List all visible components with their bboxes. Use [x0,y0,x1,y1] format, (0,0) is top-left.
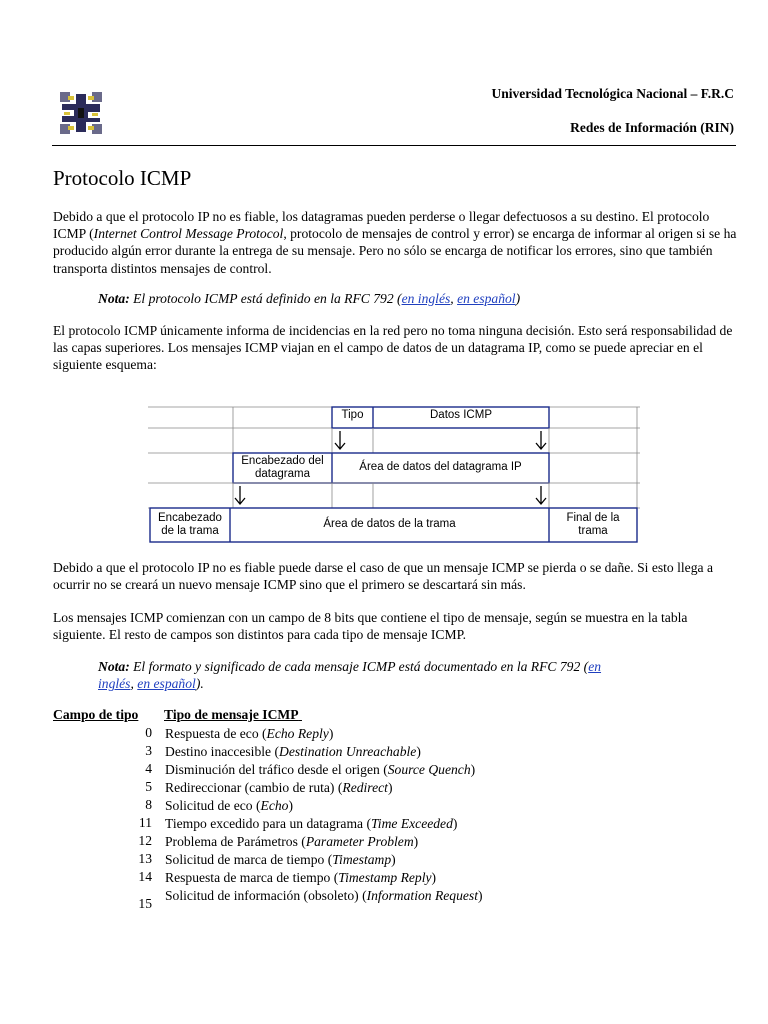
table-cell-type-number: 15 [138,896,152,911]
paragraph-mensajes: Los mensajes ICMP comienzan con un campo de 8 bits que contiene el tipo de mensaje, según se muestra en la tabla siguiente. El resto de campos son distintos para cada tipo de mensaje ICMP. [53,610,688,643]
table-cell-message-type: Problema de Parámetros (Parameter Problem) [165,834,419,849]
table-cell-type-number: 5 [145,779,152,794]
table-cell-type-number: 11 [138,815,152,830]
table-cell-message-type: Respuesta de marca de tiempo (Timestamp Reply) [165,870,437,885]
table-cell-message-type: Destino inaccesible (Destination Unreachable) [165,744,421,759]
diagram-area-trama: Área de datos de la trama [323,518,456,530]
diagram-area-datagrama: Área de datos del datagrama IP [359,461,522,473]
diagram-final-trama: Final de la trama [566,512,620,537]
link-english-continued[interactable]: inglés [98,676,131,692]
table-cell-message-type: Redireccionar (cambio de ruta) (Redirect) [165,780,393,795]
paragraph-incidencias: El protocolo ICMP únicamente informa de incidencias en la red pero no toma ninguna decisión. Esto será responsabilidad de las capas superiores. Los mensajes ICMP viajan en el campo de datos de un datagrama IP, como se puede apreciar en el siguiente esquema: [53,323,733,373]
table-header-tipo: Tipo de mensaje ICMP [164,707,299,722]
university-logo [58,90,104,136]
link-spanish[interactable]: en español [137,676,196,692]
diagram-datos-icmp: Datos ICMP [430,409,492,421]
table-header-campo: Campo de tipo [53,707,139,722]
table-cell-type-number: 12 [138,833,152,848]
link-english[interactable]: en inglés [401,291,451,306]
table-cell-message-type: Tiempo excedido para un datagrama (Time Exceeded) [165,816,458,831]
table-cell-type-number: 13 [138,851,152,866]
paragraph-intro: Debido a que el protocolo IP no es fiable, los datagramas pueden perderse o llegar defectuosos a su destino. El protocolo ICMP (Internet Control Message Protocol, protocolo de mensajes de control y error) se encarga de informar al origen si se ha producido algún error durante la entrega de su mensaje. Pero no sólo se encarga de notificar los errores, sino que también transporta distintos mensajes de control. [53,209,737,276]
table-cell-message-type: Respuesta de eco (Echo Reply) [165,726,334,741]
table-cell-message-type: Solicitud de marca de tiempo (Timestamp) [165,852,396,867]
header-university: Universidad Tecnológica Nacional – F.R.C [491,86,734,101]
page-title: Protocolo ICMP [53,166,192,190]
link-spanish[interactable]: en español [457,291,516,306]
table-cell-type-number: 8 [145,797,152,812]
note-label: Nota: [98,659,130,674]
note-formato: Nota: El formato y significado de cada mensaje ICMP está documentado en la RFC 792 (en inglés, en español). [98,659,602,692]
note-rfc: Nota: El protocolo ICMP está definido en la RFC 792 (en inglés, en español) [98,291,521,306]
table-cell-type-number: 14 [138,869,152,884]
diagram-encabezado-datagrama: Encabezado del datagrama [241,455,324,480]
header-course: Redes de Información (RIN) [570,120,734,135]
paragraph-fiable: Debido a que el protocolo IP no es fiable puede darse el caso de que un mensaje ICMP se pierda o se dañe. Si esto llega a ocurrir no se creará un nuevo mensaje ICMP sino que el primero se descartará sin más. [53,560,713,593]
encapsulation-diagram [148,405,640,545]
table-cell-message-type: Disminución del tráfico desde el origen (Source Quench) [165,762,476,777]
table-cell-type-number: 3 [145,743,152,758]
table-cell-message-type: Solicitud de eco (Echo) [165,798,293,813]
header-divider [52,145,736,146]
table-cell-type-number: 0 [145,725,152,740]
diagram-encabezado-trama: Encabezado de la trama [158,512,222,537]
table-cell-type-number: 4 [145,761,152,776]
link-english[interactable]: en [588,659,602,674]
diagram-tipo: Tipo [341,409,364,421]
table-cell-message-type: Solicitud de información (obsoleto) (Information Request) [165,888,483,903]
note-label: Nota: [98,291,130,306]
